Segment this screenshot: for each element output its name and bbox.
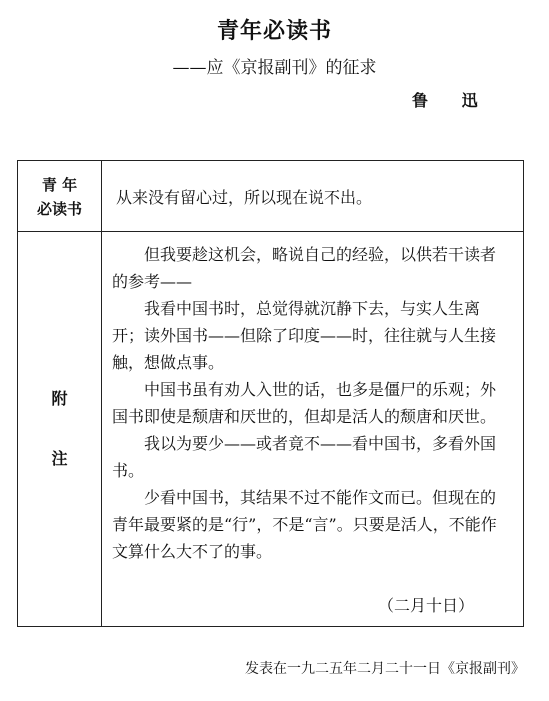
publication-note: 发表在一九二五年二月二十一日《京报副刊》: [245, 661, 525, 677]
table-row-divider: [18, 231, 523, 232]
notes-paragraph: 但我要趁这机会，略说自己的经验，以供若干读者的参考——: [112, 245, 497, 291]
notes-paragraph: 我以为要少——或者竟不——看中国书，多看外国书。: [112, 434, 497, 480]
row-label-must-read: [18, 173, 101, 221]
notes-paragraph: 我看中国书时，总觉得就沉静下去，与实人生离开；读外国书——但除了印度——时，往往就与人生接触，想做点事。: [112, 299, 497, 372]
table-column-divider: [101, 161, 102, 626]
note-date: （二月十日）: [378, 596, 475, 615]
author-name: 鲁 迅: [412, 91, 492, 110]
row-label-line: 注: [51, 449, 68, 468]
row-label-line: 必读书: [36, 200, 82, 218]
article-subtitle: ——应《京报副刊》的征求: [172, 58, 377, 78]
notes-paragraph: 少看中国书，其结果不过不能作文而已。但现在的青年最要紧的是“行”，不是“言”。只要是活人，不能作文算什么大不了的事。: [112, 488, 497, 561]
row-label-line: 青 年: [41, 176, 78, 194]
notes-body: [112, 241, 507, 565]
article-title: 青年必读书: [216, 18, 332, 44]
must-read-answer: 从来没有留心过，所以现在说不出。: [116, 188, 373, 207]
row-label-notes: [18, 386, 101, 506]
row-label-line: 附: [51, 389, 68, 408]
response-table: [17, 160, 524, 627]
notes-paragraph: 中国书虽有劝人入世的话，也多是僵尸的乐观；外国书即使是颓唐和厌世的，但却是活人的颓唐和厌世。: [112, 380, 497, 426]
